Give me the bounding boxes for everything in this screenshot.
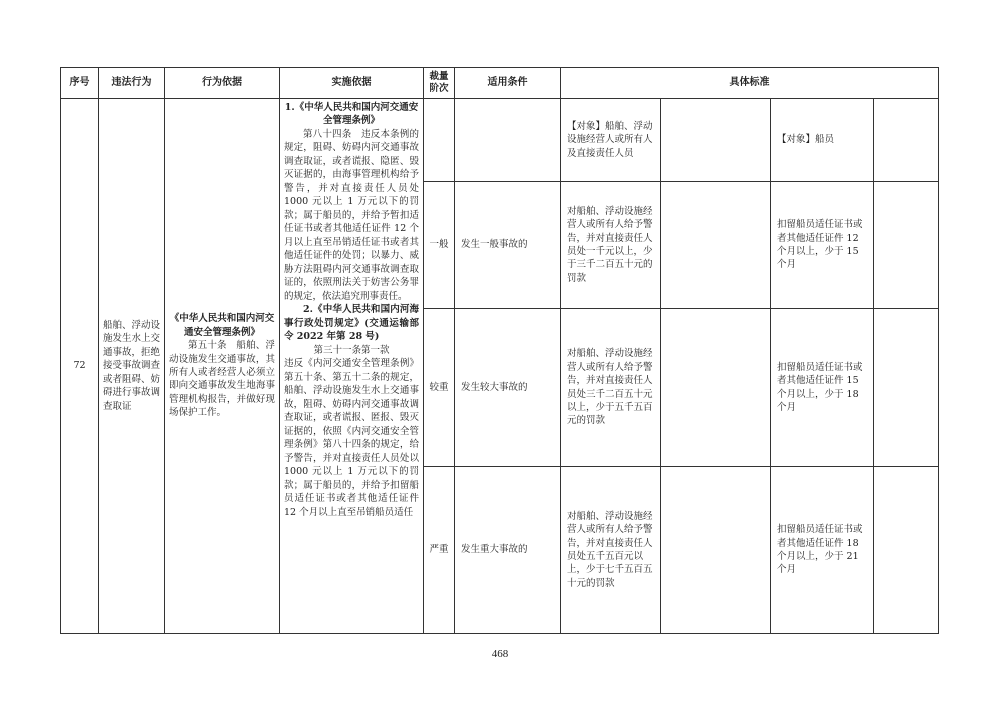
penalty-a-cell: 对船舶、浮动设施经营人或所有人给予警告，并对直接责任人员处一千元以上，少于三千二百五十元的罚款 bbox=[561, 182, 661, 309]
spacer-a bbox=[661, 467, 771, 634]
spacer-a bbox=[661, 182, 771, 309]
header-condition: 适用条件 bbox=[455, 68, 561, 99]
spacer-b bbox=[874, 99, 939, 182]
penalty-b-cell: 扣留船员适任证书或者其他适任证件 15 个月以上，少于 18 个月 bbox=[771, 309, 874, 467]
penalty-a-cell: 对船舶、浮动设施经营人或所有人给予警告，并对直接责任人员处五千五百元以上，少于七千五百五十元的罚款 bbox=[561, 467, 661, 634]
level-empty-cell bbox=[424, 99, 455, 182]
object-a-cell: 【对象】船舶、浮动设施经营人或所有人及直接责任人员 bbox=[561, 99, 661, 182]
header-level: 裁量 阶次 bbox=[424, 68, 455, 99]
spacer-b bbox=[874, 309, 939, 467]
object-b-cell: 【对象】船员 bbox=[771, 99, 874, 182]
impl-title-1: 1.《中华人民共和国内河交通安全管理条例》 bbox=[284, 102, 419, 127]
penalty-a-cell: 对船舶、浮动设施经营人或所有人给予警告，并对直接责任人员处三千二百五十元以上，少于五千五百元的罚款 bbox=[561, 309, 661, 467]
condition-empty-cell bbox=[455, 99, 561, 182]
condition-cell: 发生重大事故的 bbox=[455, 467, 561, 634]
level-cell: 一般 bbox=[424, 182, 455, 309]
impl-sub-2: 第三十一条第一款 bbox=[313, 344, 390, 356]
discretion-standard-table bbox=[60, 67, 939, 634]
impl-body-1: 第八十四条 违反本条例的规定，阻碍、妨碍内河交通事故调查取证，或者谎报、隐匿、毁灭证据的，由海事管理机构给予警告，并对直接责任人员处 1000 元以上 1 万元以下的罚款；属于船员的，并给予暂扣适任证书或者其他适任证件 12 个月以上直至吊销适任证书或者其他适任证件的处罚；以暴力、威胁方法阻碍内河交通事故调查取证的，依照刑法关于妨害公务罪的规定，依法追究刑事责任。 bbox=[284, 128, 419, 302]
header-impl: 实施依据 bbox=[280, 68, 424, 99]
header-row bbox=[61, 68, 939, 99]
spacer-a bbox=[661, 99, 771, 182]
violation-cell: 船舶、浮动设施发生水上交通事故，拒绝接受事故调查或者阻碍、妨碍进行事故调查取证 bbox=[99, 99, 165, 634]
level-cell: 较重 bbox=[424, 309, 455, 467]
seq-cell: 72 bbox=[61, 99, 99, 634]
penalty-b-cell: 扣留船员适任证书或者其他适任证件 12 个月以上，少于 15 个月 bbox=[771, 182, 874, 309]
basis-title: 《中华人民共和国内河交通安全管理条例》 bbox=[169, 313, 275, 338]
condition-cell: 发生较大事故的 bbox=[455, 309, 561, 467]
basis-cell bbox=[165, 99, 280, 634]
page-number: 468 bbox=[491, 648, 509, 660]
level-cell: 严重 bbox=[424, 467, 455, 634]
table-row bbox=[61, 99, 939, 182]
impl-cell bbox=[280, 99, 424, 634]
penalty-b-cell: 扣留船员适任证书或者其他适任证件 18 个月以上，少于 21 个月 bbox=[771, 467, 874, 634]
header-seq: 序号 bbox=[61, 68, 99, 99]
spacer-a bbox=[661, 309, 771, 467]
condition-cell: 发生一般事故的 bbox=[455, 182, 561, 309]
impl-title-2: 2.《中华人民共和国内河海事行政处罚规定》(交通运输部令 2022 年第 28 号) bbox=[284, 304, 419, 343]
spacer-b bbox=[874, 182, 939, 309]
impl-body-2: 违反《内河交通安全管理条例》第五十条、第五十二条的规定，船舶、浮动设施发生水上交通事故，阻碍、妨碍内河交通事故调查取证，或者谎报、匿报、毁灭证据的，依照《内河交通安全管理条例》第八十四条的规定，给予警告，并对直接责任人员处以 1000 元以上 1 万元以下的罚款；属于船员的，并给予扣留船员适任证书或者其他适任证件 12 个月以上直至吊销船员适任 bbox=[284, 358, 419, 518]
basis-body: 第五十条 船舶、浮动设施发生交通事故，其所有人或者经营人必须立即向交通事故发生地海事管理机构报告，并做好现场保护工作。 bbox=[169, 340, 275, 419]
header-violation: 违法行为 bbox=[99, 68, 165, 99]
spacer-b bbox=[874, 467, 939, 634]
header-standard: 具体标准 bbox=[561, 68, 939, 99]
header-basis: 行为依据 bbox=[165, 68, 280, 99]
